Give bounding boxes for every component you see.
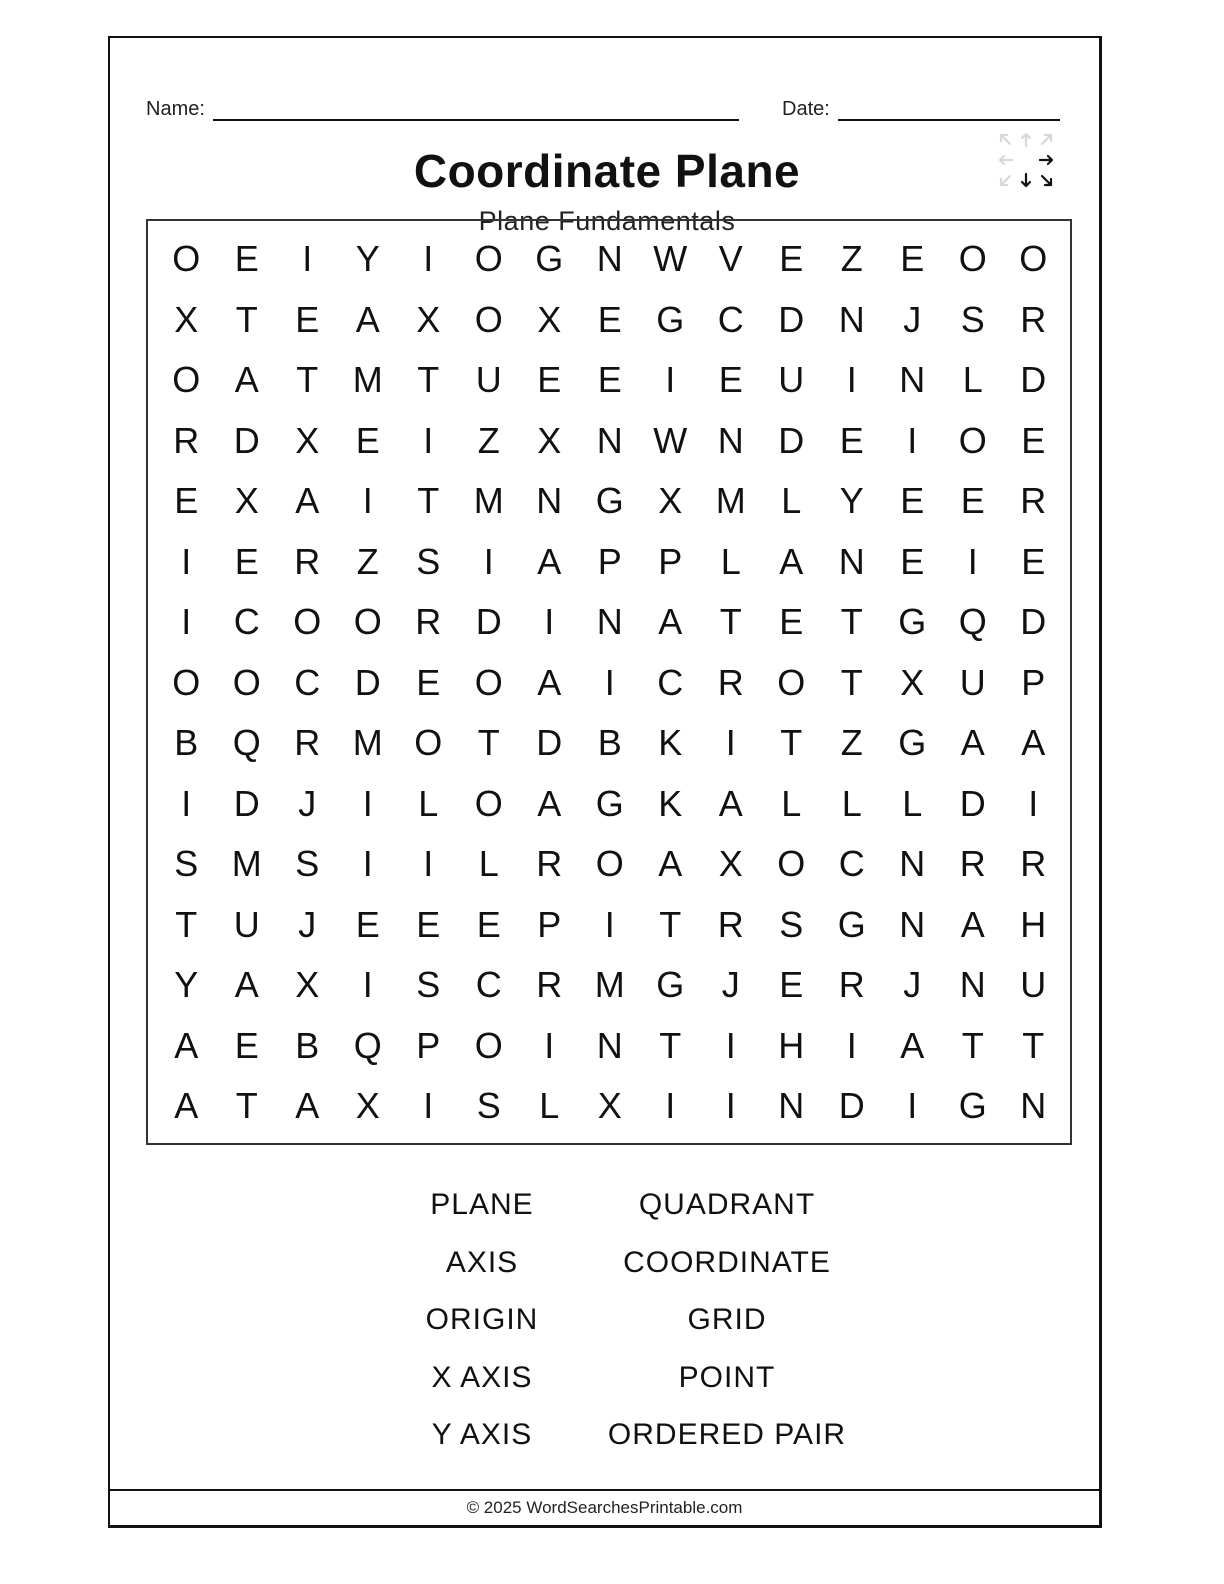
grid-cell[interactable]: A — [960, 722, 985, 764]
grid-cell[interactable]: I — [725, 1024, 736, 1066]
grid-cell[interactable]: N — [899, 359, 926, 401]
grid-cell[interactable]: I — [846, 359, 857, 401]
grid-cell[interactable]: T — [235, 1085, 258, 1127]
grid-cell[interactable]: O — [777, 661, 806, 703]
page-subtitle: Plane Fundamentals — [478, 206, 736, 236]
grid-cell[interactable]: I — [181, 540, 192, 582]
grid-cell[interactable]: G — [595, 480, 624, 522]
grid-cell[interactable]: T — [477, 722, 500, 764]
grid-cell[interactable]: I — [665, 359, 676, 401]
grid-cell[interactable]: I — [1028, 782, 1039, 824]
word-list — [110, 1176, 1104, 1464]
grid-cell[interactable]: R — [294, 540, 321, 582]
grid-cell[interactable]: A — [658, 601, 683, 643]
grid-cell[interactable]: L — [781, 480, 802, 522]
grid-cell[interactable]: M — [594, 964, 625, 1006]
grid-cell[interactable]: X — [658, 480, 683, 522]
grid-cell[interactable]: E — [900, 540, 925, 582]
grid-cell[interactable]: E — [960, 480, 985, 522]
grid-cell[interactable]: N — [596, 238, 623, 280]
grid-cell[interactable]: J — [903, 964, 922, 1006]
grid-cell[interactable]: V — [718, 238, 743, 280]
word-item: AXIS — [445, 1245, 519, 1279]
grid-cell[interactable]: T — [175, 903, 198, 945]
grid-cell[interactable]: W — [653, 419, 688, 461]
grid-cell[interactable]: G — [837, 903, 866, 945]
grid-cell[interactable]: G — [898, 722, 927, 764]
grid-cell[interactable]: X — [174, 298, 199, 340]
grid-cell[interactable]: E — [174, 480, 199, 522]
grid-cell[interactable]: P — [416, 1024, 441, 1066]
grid-cell[interactable]: D — [1020, 601, 1047, 643]
grid-cell[interactable]: N — [536, 480, 563, 522]
grid-cell[interactable]: N — [899, 843, 926, 885]
grid-cell[interactable]: X — [537, 298, 562, 340]
grid-cell[interactable]: O — [474, 298, 503, 340]
grid-cell[interactable]: S — [960, 298, 985, 340]
grid-cell[interactable]: R — [717, 661, 744, 703]
word-item: ORIGIN — [425, 1303, 539, 1336]
grid-cell[interactable]: R — [717, 903, 744, 945]
word-search-grid — [146, 219, 1072, 1145]
grid-cell[interactable]: I — [483, 540, 494, 582]
grid-cell[interactable]: D — [233, 419, 260, 461]
grid-cell[interactable]: T — [1022, 1024, 1045, 1066]
grid-cell[interactable]: A — [234, 964, 259, 1006]
grid-cell[interactable]: I — [907, 1085, 918, 1127]
grid-cell[interactable]: D — [536, 722, 563, 764]
word-item: POINT — [678, 1360, 776, 1394]
grid-cell[interactable]: H — [1020, 903, 1047, 945]
grid-cell[interactable]: A — [537, 540, 562, 582]
grid-cell[interactable]: G — [535, 238, 564, 280]
grid-cell[interactable]: T — [780, 722, 803, 764]
grid-cell[interactable]: X — [597, 1085, 622, 1127]
grid-cell[interactable]: E — [1021, 419, 1046, 461]
grid-cell[interactable]: E — [355, 903, 380, 945]
grid-cell[interactable]: A — [960, 903, 985, 945]
grid-cell[interactable]: I — [362, 843, 373, 885]
grid-cell[interactable]: S — [476, 1085, 501, 1127]
grid-cell[interactable]: U — [959, 661, 986, 703]
grid-cell[interactable]: E — [234, 1024, 259, 1066]
word-item: QUADRANT — [638, 1188, 816, 1221]
grid-cell[interactable]: L — [781, 782, 802, 824]
grid-cell[interactable]: R — [1020, 298, 1047, 340]
word-item: PLANE — [430, 1188, 534, 1221]
grid-cell[interactable]: O — [474, 782, 503, 824]
grid-cell[interactable]: D — [233, 782, 260, 824]
grid-cell[interactable]: C — [294, 661, 321, 703]
grid-cell[interactable]: C — [475, 964, 502, 1006]
grid-cell[interactable]: I — [907, 419, 918, 461]
grid-cell[interactable]: A — [779, 540, 804, 582]
grid-cell[interactable]: O — [474, 1024, 503, 1066]
grid-cell[interactable]: T — [840, 661, 863, 703]
grid-cell[interactable]: J — [903, 298, 922, 340]
grid-cell[interactable]: K — [658, 782, 683, 824]
name-blank-line[interactable] — [213, 99, 739, 121]
grid-cell[interactable]: L — [902, 782, 923, 824]
grid-cell[interactable]: M — [715, 480, 746, 522]
grid-cell[interactable]: I — [423, 419, 434, 461]
grid-cell[interactable]: E — [416, 661, 441, 703]
grid-cell[interactable]: Q — [958, 601, 987, 643]
grid-cell[interactable]: G — [656, 298, 685, 340]
word-item: Y AXIS — [431, 1418, 533, 1451]
letter-grid — [156, 229, 1064, 1137]
grid-cell[interactable]: M — [231, 843, 262, 885]
grid-cell[interactable]: D — [959, 782, 986, 824]
grid-cell[interactable]: G — [898, 601, 927, 643]
grid-cell[interactable]: O — [777, 843, 806, 885]
grid-cell[interactable]: T — [719, 601, 742, 643]
grid-cell[interactable]: E — [234, 238, 259, 280]
grid-cell[interactable]: I — [362, 964, 373, 1006]
grid-cell[interactable]: N — [596, 601, 623, 643]
grid-cell[interactable]: R — [1020, 480, 1047, 522]
word-item: X AXIS — [431, 1360, 533, 1394]
grid-cell[interactable]: I — [846, 1024, 857, 1066]
grid-cell[interactable]: W — [653, 238, 688, 280]
word-item: ORDERED PAIR — [607, 1418, 847, 1451]
grid-cell[interactable]: R — [415, 601, 442, 643]
grid-cell[interactable]: I — [544, 1024, 555, 1066]
grid-cell[interactable]: A — [537, 661, 562, 703]
grid-cell[interactable]: X — [295, 419, 320, 461]
grid-cell[interactable]: I — [725, 1085, 736, 1127]
grid-cell[interactable]: I — [604, 903, 615, 945]
grid-cell[interactable]: L — [962, 359, 983, 401]
grid-cell[interactable]: E — [900, 480, 925, 522]
grid-cell[interactable]: T — [417, 359, 440, 401]
grid-cell[interactable]: E — [597, 298, 622, 340]
grid-cell[interactable]: B — [295, 1024, 320, 1066]
grid-cell[interactable]: A — [900, 1024, 925, 1066]
grid-cell[interactable]: O — [293, 601, 322, 643]
grid-cell[interactable]: X — [234, 480, 259, 522]
grid-cell[interactable]: I — [423, 1085, 434, 1127]
grid-cell[interactable]: Y — [839, 480, 864, 522]
grid-cell[interactable]: G — [656, 964, 685, 1006]
grid-cell[interactable]: H — [778, 1024, 805, 1066]
grid-cell[interactable]: L — [478, 843, 499, 885]
word-item: GRID — [687, 1303, 767, 1336]
grid-cell[interactable]: C — [233, 601, 260, 643]
grid-cell[interactable]: D — [838, 1085, 865, 1127]
grid-cell[interactable]: O — [353, 601, 382, 643]
grid-cell[interactable]: S — [416, 964, 441, 1006]
grid-cell[interactable]: C — [657, 661, 684, 703]
grid-cell[interactable]: I — [967, 540, 978, 582]
grid-cell[interactable]: Z — [477, 419, 500, 461]
grid-cell[interactable]: S — [416, 540, 441, 582]
grid-cell[interactable]: J — [721, 964, 740, 1006]
grid-cell[interactable]: E — [597, 359, 622, 401]
grid-cell[interactable]: A — [355, 298, 380, 340]
grid-cell[interactable]: T — [659, 903, 682, 945]
grid-cell[interactable]: U — [778, 359, 805, 401]
grid-cell[interactable]: A — [234, 359, 259, 401]
grid-cell[interactable]: D — [354, 661, 381, 703]
grid-cell[interactable]: P — [1021, 661, 1046, 703]
grid-cell[interactable]: O — [474, 661, 503, 703]
grid-cell[interactable]: M — [473, 480, 504, 522]
grid-cell[interactable]: E — [779, 238, 804, 280]
grid-cell[interactable]: A — [1021, 722, 1046, 764]
grid-cell[interactable]: J — [298, 903, 317, 945]
grid-cell[interactable]: N — [959, 964, 986, 1006]
grid-cell[interactable]: N — [838, 540, 865, 582]
name-label: Name: — [146, 98, 205, 120]
grid-cell[interactable]: I — [423, 238, 434, 280]
grid-cell[interactable]: E — [234, 540, 259, 582]
grid-cell[interactable]: Q — [353, 1024, 382, 1066]
grid-cell[interactable]: A — [295, 1085, 320, 1127]
grid-cell[interactable]: G — [958, 1085, 987, 1127]
grid-cell[interactable]: I — [544, 601, 555, 643]
worksheet-page — [108, 36, 1102, 1528]
grid-cell[interactable]: E — [416, 903, 441, 945]
grid-cell[interactable]: Y — [355, 238, 380, 280]
grid-cell[interactable]: P — [658, 540, 683, 582]
grid-cell[interactable]: O — [474, 238, 503, 280]
grid-cell[interactable]: C — [717, 298, 744, 340]
grid-cell[interactable]: E — [839, 419, 864, 461]
grid-cell[interactable]: T — [961, 1024, 984, 1066]
grid-cell[interactable]: S — [779, 903, 804, 945]
grid-cell[interactable]: X — [718, 843, 743, 885]
grid-cell[interactable]: R — [536, 964, 563, 1006]
arrows-grid-icon — [996, 130, 1056, 190]
grid-cell[interactable]: O — [172, 661, 201, 703]
grid-cell[interactable]: J — [298, 782, 317, 824]
grid-cell[interactable]: O — [1019, 238, 1048, 280]
grid-cell[interactable]: E — [295, 298, 320, 340]
grid-cell[interactable]: B — [174, 722, 199, 764]
grid-cell[interactable]: S — [295, 843, 320, 885]
grid-cell[interactable]: I — [362, 782, 373, 824]
grid-cell[interactable]: Z — [840, 238, 863, 280]
grid-cell[interactable]: E — [476, 903, 501, 945]
grid-cell[interactable]: I — [725, 722, 736, 764]
grid-cell[interactable]: O — [595, 843, 624, 885]
name-field[interactable] — [146, 98, 739, 121]
grid-cell[interactable]: I — [604, 661, 615, 703]
grid-cell[interactable]: K — [658, 722, 683, 764]
grid-cell[interactable]: N — [596, 1024, 623, 1066]
grid-cell[interactable]: E — [537, 359, 562, 401]
grid-cell[interactable]: E — [779, 964, 804, 1006]
grid-cell[interactable]: E — [1021, 540, 1046, 582]
word-list-left — [362, 1176, 602, 1464]
grid-cell[interactable]: T — [840, 601, 863, 643]
grid-cell[interactable]: T — [659, 1024, 682, 1066]
grid-cell[interactable]: R — [838, 964, 865, 1006]
grid-cell[interactable]: O — [958, 419, 987, 461]
footer-copyright: © 2025 WordSearchesPrintable.com — [110, 1489, 1099, 1525]
grid-cell[interactable]: E — [718, 359, 743, 401]
grid-cell[interactable]: M — [352, 359, 383, 401]
grid-cell[interactable]: Z — [840, 722, 863, 764]
grid-cell[interactable]: N — [899, 903, 926, 945]
grid-cell[interactable]: N — [596, 419, 623, 461]
grid-cell[interactable]: O — [958, 238, 987, 280]
grid-cell[interactable]: R — [959, 843, 986, 885]
grid-cell[interactable]: X — [416, 298, 441, 340]
grid-cell[interactable]: N — [838, 298, 865, 340]
date-label: Date: — [782, 98, 830, 120]
grid-cell[interactable]: M — [352, 722, 383, 764]
grid-cell[interactable]: Y — [174, 964, 199, 1006]
grid-cell[interactable]: X — [295, 964, 320, 1006]
grid-cell[interactable]: R — [294, 722, 321, 764]
grid-cell[interactable]: Z — [356, 540, 379, 582]
grid-cell[interactable]: R — [173, 419, 200, 461]
grid-cell[interactable]: A — [718, 782, 743, 824]
grid-cell[interactable]: L — [841, 782, 862, 824]
grid-cell[interactable]: Q — [232, 722, 261, 764]
grid-cell[interactable]: U — [1020, 964, 1047, 1006]
grid-cell[interactable]: L — [539, 1085, 560, 1127]
word-item: COORDINATE — [623, 1245, 831, 1279]
grid-cell[interactable]: U — [475, 359, 502, 401]
grid-cell[interactable]: T — [235, 298, 258, 340]
grid-cell[interactable]: R — [536, 843, 563, 885]
grid-cell[interactable]: P — [597, 540, 622, 582]
grid-cell[interactable]: D — [475, 601, 502, 643]
grid-cell[interactable]: P — [537, 903, 562, 945]
grid-cell[interactable]: T — [296, 359, 319, 401]
grid-cell[interactable]: I — [181, 601, 192, 643]
grid-cell[interactable]: I — [423, 843, 434, 885]
grid-cell[interactable]: I — [665, 1085, 676, 1127]
grid-cell[interactable]: I — [362, 480, 373, 522]
grid-cell[interactable]: E — [900, 238, 925, 280]
grid-cell[interactable]: A — [174, 1085, 199, 1127]
grid-cell[interactable]: A — [658, 843, 683, 885]
date-field[interactable] — [782, 98, 1060, 121]
grid-cell[interactable]: N — [717, 419, 744, 461]
grid-cell[interactable]: E — [355, 419, 380, 461]
date-blank-line[interactable] — [838, 99, 1060, 121]
grid-cell[interactable]: N — [1020, 1085, 1047, 1127]
grid-cell[interactable]: D — [778, 298, 805, 340]
grid-cell[interactable]: X — [355, 1085, 380, 1127]
grid-cell[interactable]: A — [295, 480, 320, 522]
grid-cell[interactable]: O — [232, 661, 261, 703]
grid-cell[interactable]: A — [174, 1024, 199, 1066]
grid-cell[interactable]: B — [597, 722, 622, 764]
grid-cell[interactable]: L — [720, 540, 741, 582]
grid-cell[interactable]: G — [595, 782, 624, 824]
grid-cell[interactable]: O — [172, 238, 201, 280]
grid-cell[interactable]: R — [1020, 843, 1047, 885]
grid-cell[interactable]: U — [233, 903, 260, 945]
page-title: Coordinate Plane — [413, 145, 801, 197]
grid-cell[interactable]: D — [1020, 359, 1047, 401]
word-list-right — [602, 1176, 852, 1464]
grid-cell[interactable]: I — [302, 238, 313, 280]
grid-cell[interactable]: L — [418, 782, 439, 824]
grid-cell[interactable]: S — [174, 843, 199, 885]
grid-cell[interactable]: X — [537, 419, 562, 461]
grid-cell[interactable]: A — [537, 782, 562, 824]
grid-cell[interactable]: X — [900, 661, 925, 703]
grid-cell[interactable]: N — [778, 1085, 805, 1127]
grid-cell[interactable]: O — [172, 359, 201, 401]
grid-cell[interactable]: C — [838, 843, 865, 885]
grid-cell[interactable]: E — [779, 601, 804, 643]
grid-cell[interactable]: T — [417, 480, 440, 522]
grid-cell[interactable]: I — [181, 782, 192, 824]
grid-cell[interactable]: D — [778, 419, 805, 461]
grid-cell[interactable]: O — [414, 722, 443, 764]
